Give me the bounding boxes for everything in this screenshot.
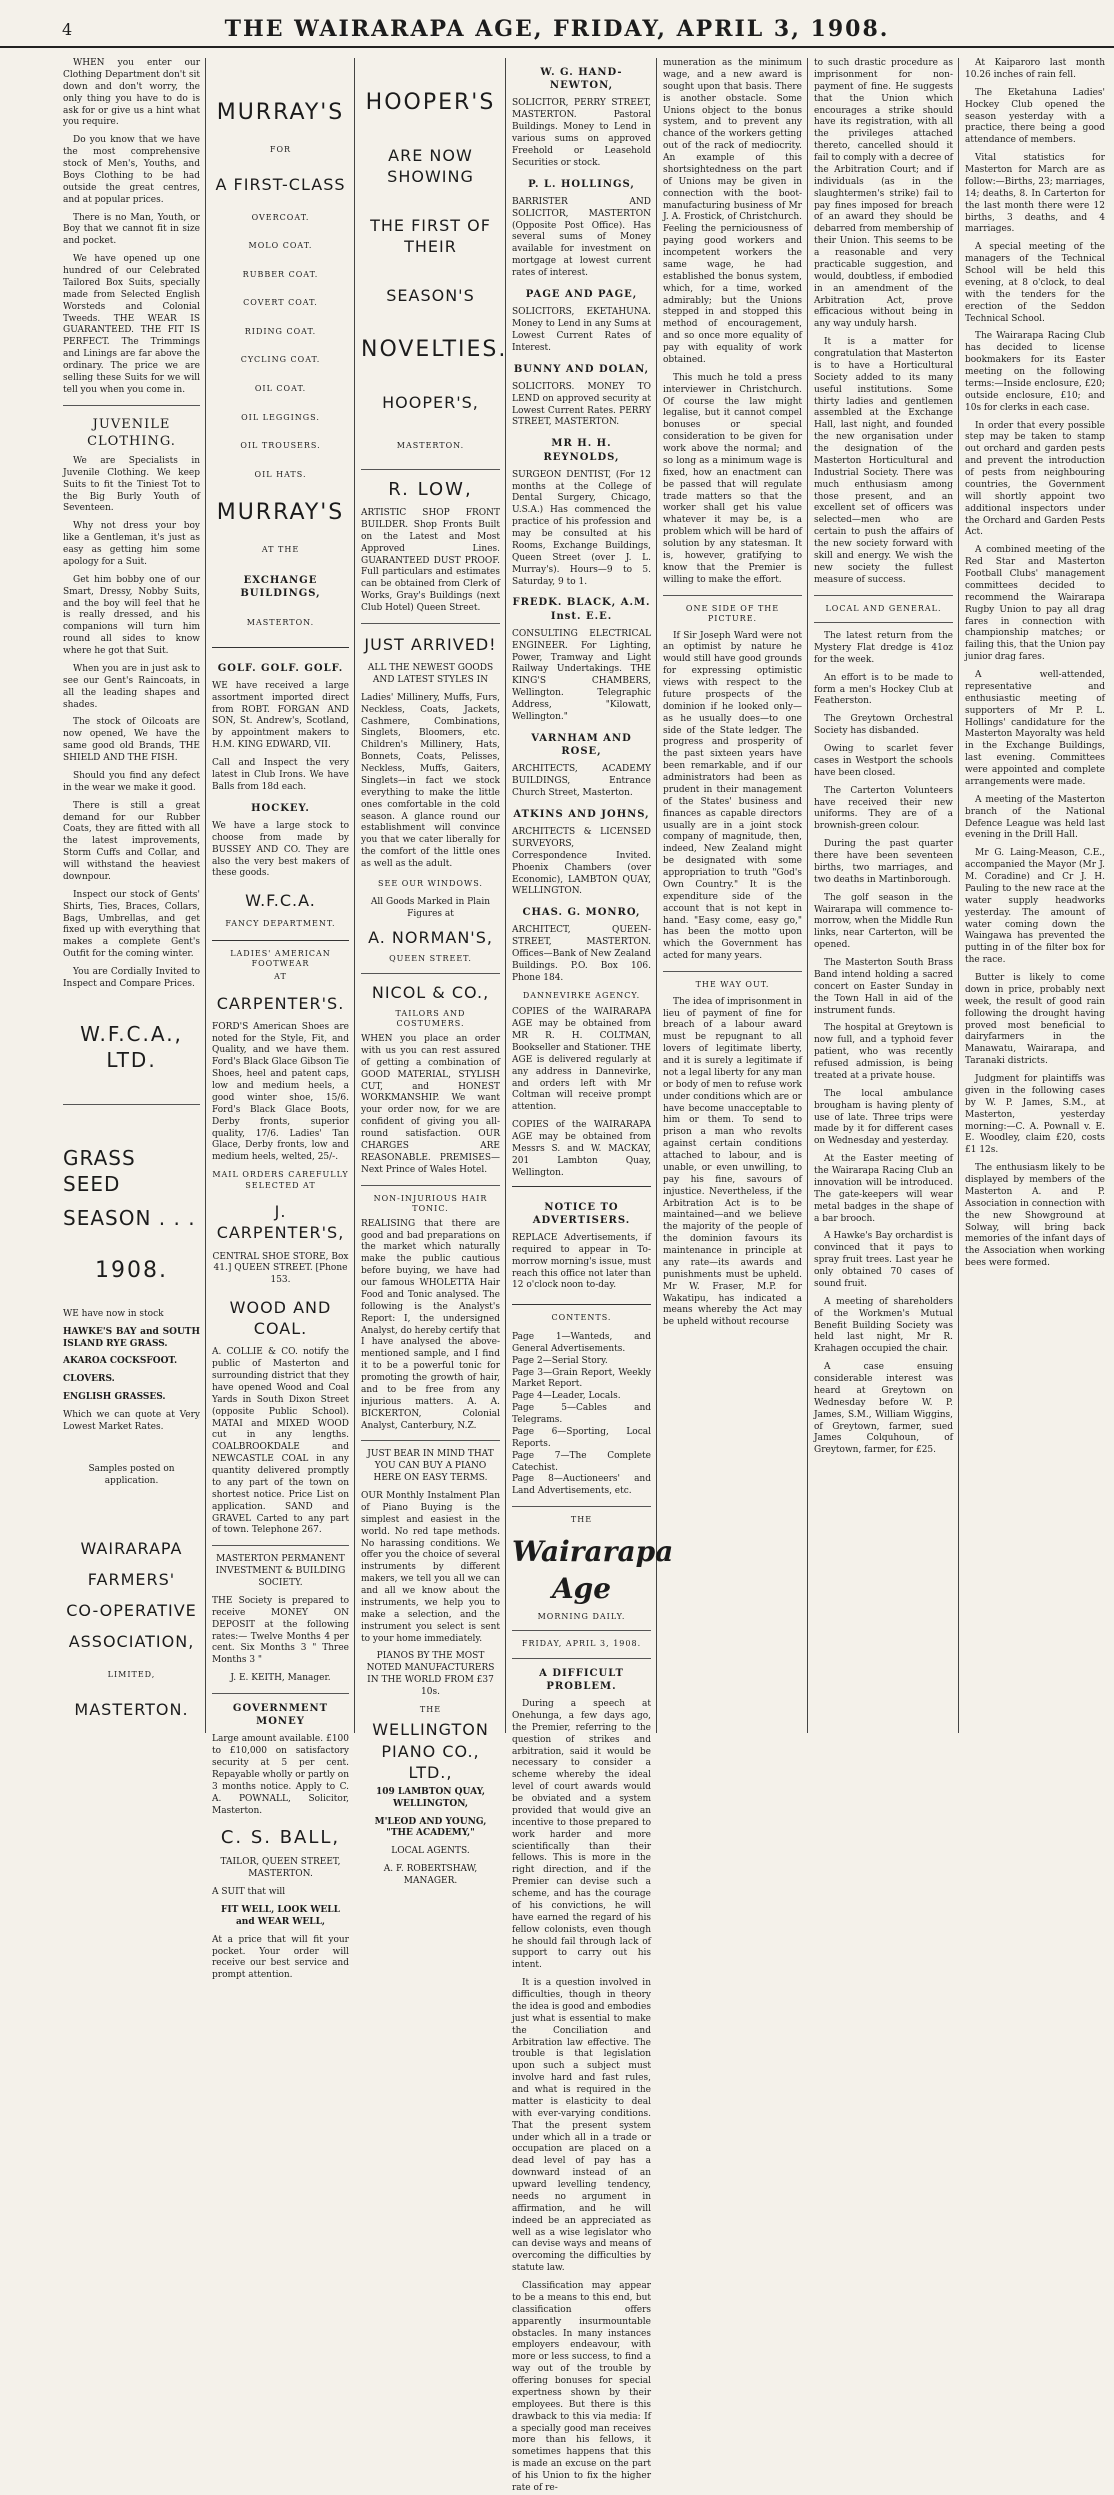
atkins-text: ARCHITECTS & LICENSED SURVEYORS, Correspondence Invited. Phoenix Chambers (over Economic), LAMBTON QUAY, WELLINGTON.: [512, 827, 651, 897]
fredk-black: FREDK. BLACK, A.M. Inst. E.E.: [512, 597, 651, 622]
hand-newton-text: SOLICITOR, PERRY STREET, MASTERTON. Pastoral Buildings. Money to Lend in various sums on approved Freehold or Leasehold Securities or stock.: [512, 98, 651, 168]
rubber-coats: There is still a great demand for our Rubber Coats, they are fitted with all the latest improvements, Storm Cuffs and Collar, and will withstand the heaviest downpour.: [63, 800, 200, 882]
for-label: FOR: [269, 145, 292, 155]
local-item: The Wairarapa Racing Club has decided to license bookmakers for its Easter meeting on the following terms:—Inside enclosure, £20; outside enclosure, £10; and 10s for clerks in each case.: [965, 331, 1105, 413]
dannevirke-agency: DANNEVIRKE AGENCY.: [522, 990, 641, 1000]
local-item: A special meeting of the managers of the Technical School will be held this evening, at 8 o'clock, to deal with the tenders for the erection of the Seddon Technical School.: [965, 242, 1105, 324]
local-item: The local ambulance brougham is having plenty of use of late. Three trips were made by it for different cases on Wednesday and yesterday.: [814, 1088, 953, 1147]
column-4: [507, 58, 674, 2493]
masthead: [0, 0, 1114, 48]
r-low: R. LOW,: [388, 479, 473, 501]
divider: [814, 622, 953, 623]
chas-monro: CHAS. G. MONRO,: [522, 907, 641, 919]
divider: [663, 595, 802, 596]
local-item: An effort is to be made to form a men's Hockey Club at Featherston.: [814, 672, 953, 707]
local-item: During the past quarter there have been seventeen births, two marriages, and two deaths in Martinborough.: [814, 839, 953, 885]
reynolds: MR H. H. REYNOLDS,: [543, 438, 620, 463]
way-out-heading: THE WAY OUT.: [695, 980, 770, 990]
juvenile-p2: Why not dress your boy like a Gentleman, it's just as easy as getting him some apology for a Suit.: [63, 521, 200, 567]
wfca-heading: W.F.C.A.: [245, 891, 316, 911]
year: 1908.: [95, 1257, 168, 1283]
the-masthead-label: THE: [570, 1515, 593, 1525]
ball-text: At a price that will fit your pocket. Your order will receive our best service and prompt attention.: [212, 1934, 349, 1981]
local-item: The Eketahuna Ladies' Hockey Club opened the season yesterday with a practice, there being a good attendance of members.: [965, 87, 1105, 146]
local-item: The latest return from the Mystery Flat dredge is 41oz for the week.: [814, 631, 953, 665]
local-agents: LOCAL AGENTS.: [391, 1846, 470, 1857]
divider: [361, 1440, 500, 1441]
golf-text: WE have received a large assortment imported direct from ROBT. FORGAN AND SON, St. Andrew's, Scotland, by appointment makers to H.M. KING EDWARD, VII.: [212, 680, 349, 751]
divider: [212, 1693, 349, 1694]
local-item: In order that every possible step may be taken to stamp out orchard and garden pests and prevent the introduction of pests from neighbouring countries, the Government will shortly appoint two additional inspectors under the Orchard and Garden Pests Act.: [965, 420, 1105, 538]
divider: [361, 623, 500, 624]
hoopers-title-2: HOOPER'S,: [382, 392, 479, 412]
golf-ad: [212, 647, 349, 941]
divider: [63, 405, 200, 406]
carpenters-heading: CARPENTER'S.: [216, 993, 345, 1013]
problem-text-3: Classification may appear to be a means to this end, but classification offers apparently insurmountable obstacles. In many instances employers endeavour, with more or less success, to find a way out of the trouble by offering bonuses for special expertness shown by their employees. But there is this drawback to this via media: If a specially good man receives more than his fellows, it sometimes happens that this is made an excuse on the part of his Union to fix the higher rate of re-: [512, 2281, 651, 2493]
grass-seed: GRASS SEED: [63, 1145, 136, 1196]
contents-heading: CONTENTS.: [551, 1313, 612, 1323]
coat-item: CYCLING COAT.: [240, 355, 321, 365]
divider: [361, 469, 500, 470]
seed-item-1: HAWKE'S BAY and SOUTH ISLAND RYE GRASS.: [63, 1326, 200, 1349]
local-item: The golf season in the Wairarapa will commence to-morrow, when the Middle Run links, near Carterton, will be opened.: [814, 892, 953, 951]
morning-daily: MORNING DAILY.: [537, 1611, 626, 1621]
local-item: Owing to scarlet fever cases in Westport the schools have been closed.: [814, 744, 953, 778]
hooper-line-2: THE FIRST OF THEIR: [370, 216, 491, 257]
coat-item: OIL COAT.: [254, 383, 307, 393]
hoopers-title: HOOPER'S: [365, 90, 496, 115]
coat-item: OVERCOAT.: [251, 212, 310, 222]
local-item: The Greytown Orchestral Society has disbanded.: [814, 714, 953, 737]
contents-item: Page 5—Cables and Telegrams.: [512, 1403, 651, 1426]
contents-item: Page 4—Leader, Locals.: [512, 1391, 621, 1402]
cs-ball: C. S. BALL,: [220, 1826, 341, 1848]
dannevirke-text: COPIES of the WAIRARAPA AGE may be obtained from MR R. H. COLTMAN, Bookseller and Stationer. THE AGE is delivered regularly at any address in Dannevirke, and orders left with Mr Coltman will receive prompt attention.: [512, 1007, 651, 1113]
a-normans: A. NORMAN'S,: [368, 928, 493, 948]
stock-intro: WE have now in stock: [63, 1308, 164, 1319]
column-5: [658, 58, 808, 1733]
ball-tailor: TAILOR, QUEEN STREET, MASTERTON.: [220, 1857, 341, 1880]
exchange-buildings: EXCHANGE BUILDINGS,: [240, 574, 321, 599]
coop-limited: LIMITED,: [107, 1669, 156, 1679]
tailors-costumers: TAILORS AND COSTUMERS.: [395, 1008, 466, 1029]
wairarapa-age-logo: Wairarapa Age: [512, 1534, 674, 1605]
central-store: CENTRAL SHOE STORE, Box 41.] QUEEN STREET. [Phone 153.: [212, 1251, 349, 1286]
divider: [663, 971, 802, 972]
ford-shoes: FORD'S American Shoes are noted for the Style, Fit, and Quality, and we have them. Ford's Black Glace Gibson Tie Shoes, heel and patent caps, low and medium heels, a good winter shoe, 15/6. Ford's Black Glace Boots, Derby fronts, superior quality, 17/6. Ladies' Tan Glace, Derby fronts, low and medium heels, welted, 25/-.: [212, 1021, 349, 1163]
defect: Should you find any defect in the wear we make it good.: [63, 770, 200, 793]
coat-item: MOLO COAT.: [248, 241, 313, 251]
hollings-text: BARRISTER AND SOLICITOR, MASTERTON (Opposite Post Office). Has several sums of Money available for investment on mortgage at lowest current rates of interest.: [512, 196, 651, 279]
permanent-rates: THE Society is prepared to receive MONEY ON DEPOSIT at the following rates:— Twelve Months 4 per cent. Six Months 3 " Three Months 3 ": [212, 1595, 349, 1666]
mail-orders: MAIL ORDERS CAREFULLY SELECTED AT: [212, 1170, 349, 1190]
local-item: The Carterton Volunteers have received their new uniforms. They are of a brownish-green colour.: [814, 785, 953, 832]
local-item: Judgment for plaintiffs was given in the following cases by W. P. James, S.M., at Masterton, yesterday morning:—C. A. Pownall v. E. E. Woodley, claim £20, costs £1 12s.: [965, 1074, 1105, 1156]
wood-coal-text: A. COLLIE & CO. notify the public of Masterton and surrounding district that they have opened Wood and Coal Yards in South Dixon Street (opposite Public School). MATAI and MIXED WOOD cut in any lengths. COALBROOKDALE and NEWCASTLE COAL in any quantity delivered promptly to any part of the town on shortest notice. Price List on application. SAND and GRAVEL Carted to any part of town. Telephone 267.: [212, 1347, 349, 1536]
coat-item: OIL TROUSERS.: [240, 441, 321, 451]
divider: [512, 1658, 651, 1659]
local-item: Vital statistics for Masterton for March are as follow:—Births, 23; marriages, 14; deaths, 8. In Carterton for the last month there were 12 births, 3 deaths, and 4 marriages.: [965, 153, 1105, 235]
contents-item: Page 6—Sporting, Local Reports.: [512, 1426, 651, 1449]
hockey-heading: HOCKEY.: [251, 802, 310, 814]
piano-easy-terms: JUST BEAR IN MIND THAT YOU CAN BUY A PIANO HERE ON EASY TERMS.: [367, 1449, 494, 1484]
problem-heading: A DIFFICULT PROBLEM.: [539, 1667, 624, 1692]
pianos-noted: PIANOS BY THE MOST NOTED MANUFACTURERS IN THE WORLD FROM £37 10s.: [366, 1651, 495, 1697]
hockey-text: We have a large stock to choose from made by BUSSEY AND CO. They are also the very best makers of these goods.: [212, 820, 349, 879]
grass-season: SEASON . . .: [63, 1206, 196, 1231]
mackay-text: COPIES of the WAIRARAPA AGE may be obtained from Messrs S. and W. MACKAY, 201 Lambton Quay, Wellington.: [512, 1120, 651, 1178]
hooper-line-3: SEASON'S: [386, 286, 475, 306]
divider: [512, 1506, 651, 1507]
novelties: NOVELTIES.: [361, 336, 508, 362]
monro-text: ARCHITECT, QUEEN-STREET, MASTERTON. Offices—Bank of New Zealand Buildings. P.O. Box 106. Phone 184.: [512, 925, 651, 983]
column-2: [207, 58, 355, 1981]
nicol-text: WHEN you place an order with us you can rest assured of getting a combination of GOOD MATERIAL, STYLISH CUT, and HONEST WORKMANSHIP. We want your order now, for we are confident of giving you all-round satisfaction. OUR CHARGES ARE REASONABLE. PREMISES—Next Prince of Wales Hotel.: [361, 1034, 500, 1175]
local-item: A well-attended, representative and enthusiastic meeting of supporters of Mr P. L. Hollings' candidature for the Masterton Mayoralty was held in the Exchange Buildings, last evening. Committees were appointed and complete arrangements were made.: [965, 670, 1105, 787]
seed-item-2: AKAROA COCKSFOOT.: [63, 1356, 178, 1367]
divider: [212, 1545, 349, 1546]
coop-masterton: MASTERTON.: [74, 1699, 189, 1719]
coat-item: OIL LEGGINGS.: [241, 412, 320, 422]
local-general-heading: LOCAL AND GENERAL.: [825, 603, 942, 613]
raincoats: When you are in just ask to see our Gent's Raincoats, in all the leading shapes and shades.: [63, 663, 200, 710]
at-label: AT: [274, 972, 287, 982]
divider: [814, 595, 953, 596]
local-item: A Hawke's Bay orchardist is convinced that it pays to spray fruit trees. Last year he only obtained 70 cases of sound fruit.: [814, 1231, 953, 1289]
page-text: SOLICITORS, EKETAHUNA. Money to Lend in any Sums at Lowest Current Rates of Interest.: [512, 307, 651, 353]
hand-newton: W. G. HAND-NEWTON,: [540, 67, 623, 92]
at-the: AT THE: [261, 545, 300, 555]
contents-list: [512, 1332, 651, 1498]
contents-item: Page 8—Auctioneers' and Land Advertisements, etc.: [512, 1474, 651, 1497]
divider: [361, 1185, 500, 1186]
coop-line-4: ASSOCIATION,: [68, 1631, 195, 1651]
wfca-ltd: W.F.C.A., LTD.: [80, 1021, 183, 1073]
r-low-text: ARTISTIC SHOP FRONT BUILDER. Shop Fronts Built on the Latest and Most Approved Lines. GUARANTEED DUST PROOF. Full particulars and estimates can be obtained from Clerk of Works, Gray's Buildings (next Club Hotel) Queen Street.: [361, 508, 500, 614]
lambton-quay: 109 LAMBTON QUAY, WELLINGTON,: [375, 1786, 486, 1809]
hollings: P. L. HOLLINGS,: [528, 178, 635, 190]
notice-heading: NOTICE TO ADVERTISERS.: [532, 1201, 631, 1226]
coat-item: COVERT COAT.: [243, 298, 318, 308]
keith-manager: J. E. KEITH, Manager.: [230, 1673, 331, 1684]
local-item: Butter is likely to come down in price, probably next week, the result of good rain following the drought having proved most beneficial to dairyfarmers in the Manawatu, Wairarapa, and Taranaki districts.: [965, 973, 1105, 1067]
first-class: A FIRST-CLASS: [215, 174, 346, 194]
divider: [512, 1630, 651, 1631]
hooper-line-1: ARE NOW SHOWING: [387, 146, 474, 187]
local-item: A case ensuing considerable interest was heard at Greytown on Wednesday before W. P. James, S.M., William Wiggins, of Greytown, farmer, sued James Colquhoun, of Greytown, farmer, for £25.: [814, 1362, 953, 1456]
local-item: The enthusiasm likely to be displayed by members of the Masterton A. and P. Association in connection with the new Showground at Solway, will bring back memories of the infant days of the Association when working bees were formed.: [965, 1163, 1105, 1269]
coat-item: RUBBER COAT.: [242, 269, 319, 279]
queen-street: QUEEN STREET.: [389, 954, 472, 964]
problem-continued-1: muneration as the minimum wage, and a new award is sought upon that basis. There is another obstacle. Some Unions object to the bonus system, and to prevent any chance of the workers getting out of the rack of mediocrity. An example of this shortsightedness on the part of Unions may be given in connection with the boot-manufacturing business of Mr J. A. Frostick, of Christchurch. Feeling the perniciousness of paying good workers and incompetent workers the same wage, he had established the bonus system, which, for a time, worked admirably; but the Unions stepped in and stopped this method of encouragement, and so once more equality of pay with equality of work obtained.: [663, 58, 802, 365]
juvenile-p3: Get him bobby one of our Smart, Dressy, Nobby Suits, and the boy will feel that he is really dressed, and his companions will turn him round all sides to know where he got that Suit.: [63, 574, 200, 657]
problem-text-2: It is a question involved in difficulties, though in theory the idea is good and embodies just what is essential to make the Conciliation and Arbitration law effective. The trouble is that legislation upon such a subject must involve hard and fast rules, and what is required in the matter is elasticity to deal with ever-varying conditions. That the present system under which all in a trade or occupation are placed on a dead level of pay has a downward instead of an upward levelling tendency, needs no argument in affirmation, and he will indeed be an appreciated as well as a wise legislator who can devise ways and means of overcoming the difficulties by statute law.: [512, 1978, 651, 2274]
plain-figures: All Goods Marked in Plain Figures at: [370, 897, 491, 920]
coop-line-3: CO-OPERATIVE: [66, 1600, 197, 1620]
coat-list: [212, 213, 349, 480]
black-text: CONSULTING ELECTRICAL ENGINEER. For Lighting, Power, Tramway and Light Railway Undertakings. THE KING'S CHAMBERS, Wellington. Telegraphic Address, "Kilowatt, Wellington.": [512, 628, 651, 722]
wood-coal-heading: WOOD AND COAL.: [229, 1298, 332, 1339]
contents-item: Page 3—Grain Report, Weekly Market Report.: [512, 1367, 651, 1390]
atkins-johns: ATKINS AND JOHNS,: [513, 808, 650, 820]
divider: [361, 973, 500, 974]
ball-fit: FIT WELL, LOOK WELL and WEAR WELL,: [221, 1904, 340, 1927]
way-out-text: The idea of imprisonment in lieu of payment of fine for breach of a labour award must be repugnant to all lovers of legitimate liberty, and it is surely a legitimate if not a legal liberty for any man or body of men to refuse work under conditions which are or have become unacceptable to him or them. To send to prison a man who revolts against certain conditions attached to labour, and is unable, or even unwilling, to pay his fine, savours of injustice. Nevertheless, if the Arbitration Act is to be maintained—and we believe the majority of the people of the dominion favours its maintenance in principle at any rate—its awards and punishments must be upheld. Mr W. Fraser, M.P. for Wakatipu, has indicated a means whereby the Act may be upheld without recourse: [663, 996, 802, 1328]
column-7: [960, 58, 1110, 1733]
clothing-fit: There is no Man, Youth, or Boy that we cannot fit in size and pocket.: [63, 212, 200, 247]
newest-text: Ladies' Millinery, Muffs, Furs, Neckless, Coats, Jackets, Cashmere, Combinations, Singlets, Bloomers, etc. Children's Millinery, Hats, Bonnets, Coats, Pelisses, Neckless, Muffs, Gaiters, Singlets—in fact we stock everything to make the little ones comfortable in the cold season. A glance round our establishment will convince you that we cater liberally for the comfort of the little ones as well as the adult.: [361, 692, 500, 869]
juvenile-heading: JUVENILE CLOTHING.: [87, 416, 176, 449]
wellington-piano: WELLINGTON PIANO CO., LTD.,: [372, 1720, 489, 1782]
newest-goods: ALL THE NEWEST GOODS AND LATEST STYLES IN: [367, 663, 494, 685]
invite: You are Cordially Invited to Inspect and Compare Prices.: [63, 967, 200, 989]
shirts: Inspect our stock of Gents' Shirts, Ties, Braces, Collars, Bags, Umbrellas, and get fixed up with everything that makes a complete Gent's Outfit for the coming winter.: [63, 889, 200, 960]
local-item: At the Easter meeting of the Wairarapa Racing Club an innovation will be introduced. The gate-keepers will wear metal badges in the shape of a bar brooch.: [814, 1154, 953, 1224]
fancy-dept: FANCY DEPARTMENT.: [225, 919, 336, 929]
golf-text-2: Call and Inspect the very latest in Club Irons. We have Balls from 18d each.: [212, 758, 349, 792]
notice-text: REPLACE Advertisements, if required to appear in To-morrow morning's issue, must reach this office not later than 12 o'clock noon to-day.: [512, 1232, 651, 1291]
seed-item-3: CLOVERS.: [63, 1374, 115, 1385]
the-label: THE: [419, 1704, 442, 1714]
contents-item: Page 7—The Complete Catechist.: [512, 1450, 651, 1473]
way-out-continued: to such drastic procedure as imprisonment for non-payment of fine. He suggests that the Union which encourages a strike should have its registration, with all the privileges attached thereto, cancelled should it fail to comply with a decree of the Arbitration Court; and if individuals (as in the slaughtermen's strike) fail to pay fines imposed for breach of an award they should be debarred from membership of their Union. This seems to be a reasonable and very practicable suggestion, and would, doubtless, if embodied in an amendment of the Arbitration Act, prove efficacious without being in any way unduly harsh.: [814, 58, 953, 330]
local-item: The Masterton South Brass Band intend holding a sacred concert on Easter Sunday in the Town Hall in aid of the instrument funds.: [814, 958, 953, 1016]
local-items: [814, 631, 953, 1457]
clothing-intro: WHEN you enter our Clothing Department don't sit down and don't worry, the only thing you have to do is ask for or give us a hint what you require.: [63, 58, 200, 128]
local-item: A meeting of shareholders of the Workmen's Mutual Benefit Building Society was held last night, Mr R. Krahagen occupied the chair.: [814, 1296, 953, 1355]
murrays-title: MURRAY'S: [216, 100, 345, 125]
notice-box: [512, 1186, 651, 1306]
horticultural-society: It is a matter for congratulation that Masterton is to have a Horticultural Society added to its many useful institutions. Some thirty ladies and gentlemen assembled at the Exchange Hall, last night, and founded the new organisation under the designation of the Masterton Horticultural and Industrial Society. There was much enthusiasm among those present, and an excellent set of officers was selected—men who are certain to push the affairs of the new society forward with skill and energy. We wish the new society the fullest measure of success.: [814, 337, 953, 585]
seed-item-4: ENGLISH GRASSES.: [63, 1392, 166, 1403]
samples: Samples posted on application.: [88, 1463, 175, 1486]
ladies-footwear: LADIES' AMERICAN FOOTWEAR: [230, 948, 331, 969]
clothing-stock: Do you know that we have the most comprehensive stock of Men's, Youths, and Boys Clothing to be had outside the great centres, and at popular prices.: [63, 135, 200, 205]
coop-line-1: WAIRARAPA: [80, 1538, 183, 1558]
varnham-rose: VARNHAM AND ROSE,: [531, 732, 632, 757]
reynolds-text: SURGEON DENTIST, (For 12 months at the College of Dental Surgery, Chicago, U.S.A.) Has commenced the practice of his profession and may be consulted at his Rooms, Exchange Buildings, Queen Street (over J. L. Murray's). Hours—9 to 5. Saturday, 9 to 1.: [512, 469, 651, 587]
local-item: At Kaiparoro last month 10.26 inches of rain fell.: [965, 58, 1105, 80]
clothing-suits: We have opened up one hundred of our Celebrated Tailored Box Suits, specially made from Selected English Worsteds and Colonial Tweeds. THE WEAR IS GUARANTEED. THE FIT IS PERFECT. The Trimmings and Linings are far above the ordinary. The price we are selling these Suits for we will tell you when you come in.: [63, 254, 200, 395]
nicol-co: NICOL & CO.,: [371, 982, 490, 1002]
local-item: A meeting of the Masterton branch of the National Defence League was held last evening in the Drill Hall.: [965, 794, 1105, 841]
coat-item: RIDING COAT.: [244, 326, 317, 336]
piano-plan: OUR Monthly Instalment Plan of Piano Buying is the simplest and easiest in the world. No red tape methods. No harassing conditions. We offer you the choice of several instruments by different makers, we tell you all we can and all we know about the instruments, we help you to make a selection, and the instrument you select is sent to your home immediately.: [361, 1491, 500, 1644]
juvenile-p1: We are Specialists in Juvenile Clothing. We keep Suits to fit the Tiniest Tot to the Big Burly Youth of Seventeen.: [63, 455, 200, 514]
murrays-title-2: MURRAY'S: [216, 500, 345, 526]
gov-money-text: Large amount available. £100 to £10,000 on satisfactory security at 5 per cent. Repayable wholly or partly on 3 months notice. Apply to C. A. POWNALL, Solicitor, Masterton.: [212, 1734, 349, 1816]
column-6: [809, 58, 959, 1733]
see-windows: SEE OUR WINDOWS.: [378, 878, 483, 888]
oilcoats: The stock of Oilcoats are now opened, We have the same good old Brands, THE SHIELD AND THE FISH.: [63, 717, 200, 764]
robertshaw: A. F. ROBERTSHAW, MANAGER.: [383, 1864, 478, 1886]
bunny-dolan: BUNNY AND DOLAN,: [513, 363, 650, 375]
one-side-heading: ONE SIDE OF THE PICTURE.: [685, 603, 780, 624]
local-item: Mr G. Laing-Meason, C.E., accompanied the Mayor (Mr J. M. Coradine) and Cr J. H. Pauling to the new race at the water supply headworks yesterday. The amount of water coming down the Waingawa has prevented the putting in of the filter box for the race.: [965, 848, 1105, 966]
problem-continued-2: This much he told a press interviewer in Christchurch. Of course the law might legalise, but it cannot compel bonuses or special consideration to be given for work above the normal; and so long as a minimum wage is fixed, how an enactment can be passed that will regulate trade matters so that the worker shall get his value whatever it may be, is a problem which will be hard of solution by any statesman. It is, however, gratifying to know that the Premier is willing to make the effort.: [663, 372, 802, 585]
hooper-masterton: MASTERTON.: [396, 440, 465, 450]
page-number: 4: [62, 20, 73, 39]
murray-masterton: MASTERTON.: [246, 618, 315, 628]
varnham-text: ARCHITECTS, ACADEMY BUILDINGS, Entrance Church Street, Masterton.: [512, 764, 651, 798]
coat-item: OIL HATS.: [254, 469, 307, 479]
page-and-page: PAGE AND PAGE,: [525, 288, 638, 300]
golf-heading: GOLF. GOLF. GOLF.: [217, 662, 344, 674]
just-arrived: JUST ARRIVED!: [364, 634, 497, 654]
permanent-society: MASTERTON PERMANENT INVESTMENT & BUILDING SOCIETY.: [215, 1554, 346, 1589]
issue-date: FRIDAY, APRIL 3, 1908.: [521, 1639, 642, 1649]
j-carpenters: J. CARPENTER'S,: [216, 1202, 345, 1243]
one-side-text: If Sir Joseph Ward were not an optimist by nature he would still have good grounds for expressing optimistic views with respect to the future prospects of the dominion if he looked only—as he usually does—to one side of the State ledger. The progress and prosperity of the past sixteen years have been remarkable, and if our administrators had been as prudent in their management of the States' business and finances as capable directors usually are in a joint stock company of magnitude, then, indeed, New Zealand might be designated with some appropriation to truth "God's Own Country." It is the expenditure side of the account that is not kept in hand. "Easy come, easy go," has been the motto upon which the Government has acted for many years.: [663, 630, 802, 962]
contents-item: Page 2—Serial Story.: [512, 1355, 608, 1366]
contents-item: Page 1—Wanteds, and General Advertisements.: [512, 1331, 651, 1354]
problem-text-1: During a speech at Onehunga, a few days ago, the Premier, referring to the question of strikes and arbitration, said it would be necessary to consider a scheme whereby the ideal level of court awards would be obviated and a system provided that would give an incentive to those prepared to work harder and more scientifically than their fellows. This is more in the right direction, and if the Premier can devise such a scheme, and has the courage of his convictions, he will have earned the regard of his fellow colonists, even though he should fail through lack of support to carry out his intent.: [512, 1699, 651, 1971]
bunny-text: SOLICITORS. MONEY TO LEND on approved security at Lowest Current Rates. PERRY STREET, MASTERTON.: [512, 381, 651, 428]
local-items-continued: [965, 58, 1105, 1270]
newspaper-title: THE WAIRARAPA AGE, FRIDAY, APRIL 3, 1908.: [224, 16, 890, 42]
local-item: The hospital at Greytown is now full, and a typhoid fever patient, who was recently refused admission, is being treated at a private house.: [814, 1023, 953, 1081]
column-1: [58, 58, 206, 1733]
mleod-young: M'LEOD AND YOUNG, "THE ACADEMY,": [374, 1816, 487, 1839]
ball-suit: A SUIT that will: [212, 1887, 286, 1898]
gov-money: GOVERNMENT MONEY: [232, 1703, 329, 1728]
hair-tonic-text: REALISING that there are good and bad preparations on the market which naturally make the public cautious before buying, we have had our famous WHOLETTA Hair Food and Tonic analysed. The following is the Analyst's Report: I, the undersigned Analyst, do hereby certify that I have analysed the above-mentioned sample, and I find it to be a powerful tonic for promoting the growth of hair, and to be free from any injurious matters. A. A. BICKERTON, Colonial Analyst, Canterbury, N.Z.: [361, 1218, 500, 1431]
local-item: A combined meeting of the Red Star and Masterton Football Clubs' management committees decided to recommend the Wairarapa Rugby Union to pay all drag fares in connection with championship matches; or failing this, that the Union pay junior drag fares.: [965, 545, 1105, 663]
column-3: [356, 58, 508, 1886]
coop-line-2: FARMERS': [87, 1569, 176, 1589]
divider: [63, 1104, 200, 1105]
seed-quote: Which we can quote at Very Lowest Market Rates.: [63, 1410, 200, 1432]
hair-tonic-heading: NON-INJURIOUS HAIR TONIC.: [373, 1193, 488, 1214]
